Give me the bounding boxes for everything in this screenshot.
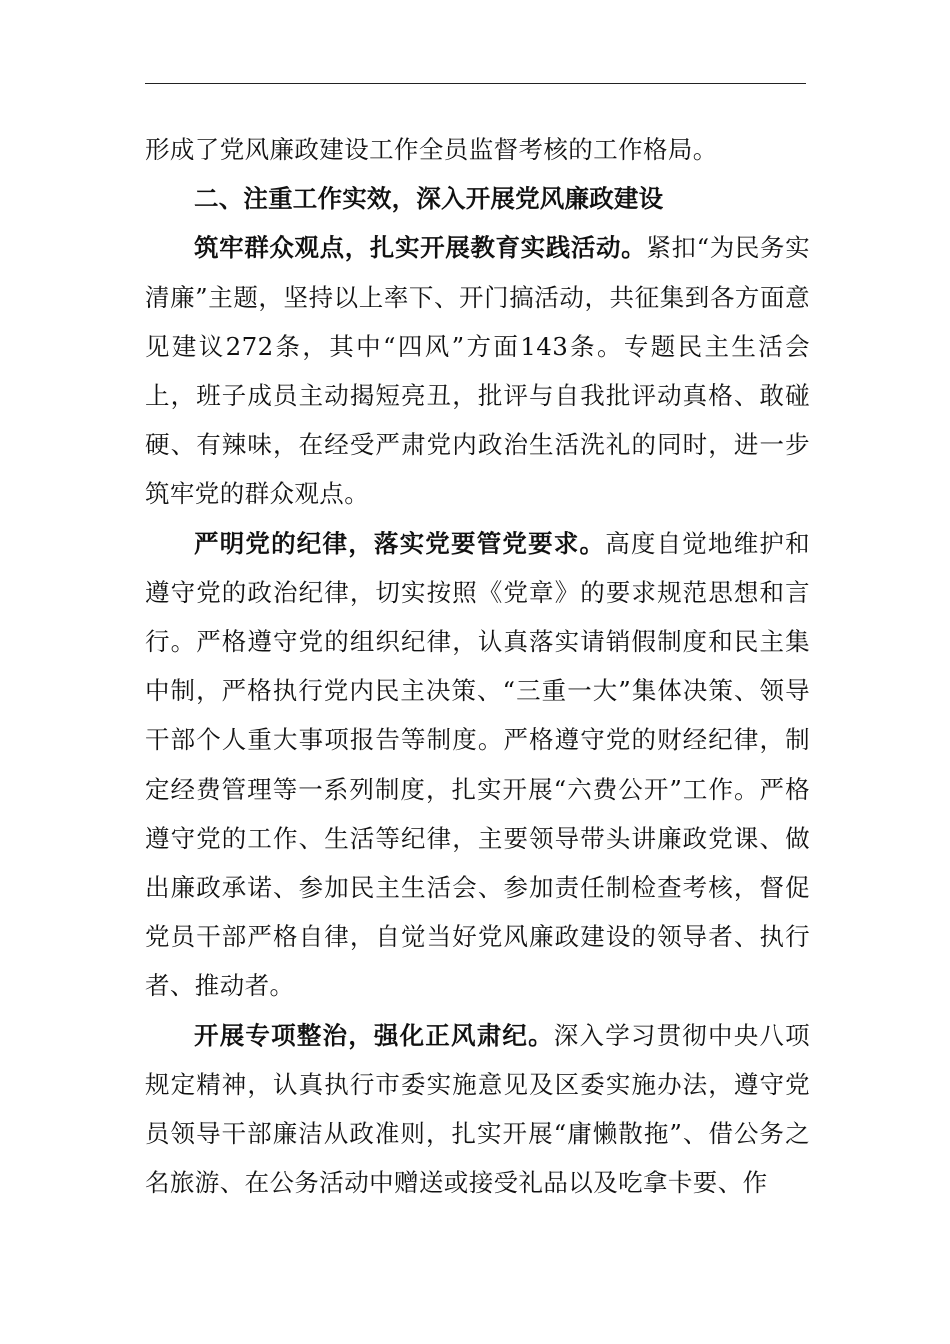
paragraph-lead: 开展专项整治，强化正风肃纪。: [194, 1020, 554, 1050]
paragraph-text: 高度自觉地维护和遵守党的政治纪律，切实按照《党章》的要求规范思想和言行。严格遵守党的组织纪律，认真落实请销假制度和民主集中制，严格执行党内民主决策、“三重一大”集体决策、领导干部个人重大事项报告等制度。严格遵守党的财经纪律，制定经费管理等一系列制度，扎实开展“六费公开”工作。严格遵守党的工作、生活等纪律，主要领导带头讲廉政党课、做出廉政承诺、参加民主生活会、参加责任制检查考核，督促党员干部严格自律，自觉当好党风廉政建设的领导者、执行者、推动者。: [145, 528, 810, 1001]
paragraph-party-discipline: [145, 519, 810, 1011]
paragraph-text: 形成了党风廉政建设工作全员监督考核的工作格局。: [145, 135, 718, 164]
paragraph-education-practice: [145, 223, 810, 518]
header-rule: [145, 83, 806, 84]
document-body: [145, 125, 810, 1207]
paragraph-lead: 严明党的纪律，落实党要管党要求。: [194, 528, 606, 558]
paragraph-lead: 筑牢群众观点，扎实开展教育实践活动。: [194, 233, 647, 263]
paragraph-text: 紧扣“为民务实清廉”主题，坚持以上率下、开门搞活动，共征集到各方面意见建议272条，其中“四风”方面143条。专题民主生活会上，班子成员主动揭短亮丑，批评与自我批评动真格、敢碰硬、有辣味，在经受严肃党内政治生活洗礼的同时，进一步筑牢党的群众观点。: [145, 233, 811, 509]
section-heading: [145, 174, 810, 223]
paragraph-special-rectification: [145, 1011, 810, 1208]
paragraph-text: 深入学习贯彻中央八项规定精神，认真执行市委实施意见及区委实施办法，遵守党员领导干部廉洁从政准则，扎实开展“庸懒散拖”、借公务之名旅游、在公务活动中赠送或接受礼品以及吃拿卡要、作: [145, 1020, 810, 1198]
heading-text: 二、注重工作实效，深入开展党风廉政建设: [194, 184, 664, 214]
paragraph-continuation: [145, 125, 810, 174]
